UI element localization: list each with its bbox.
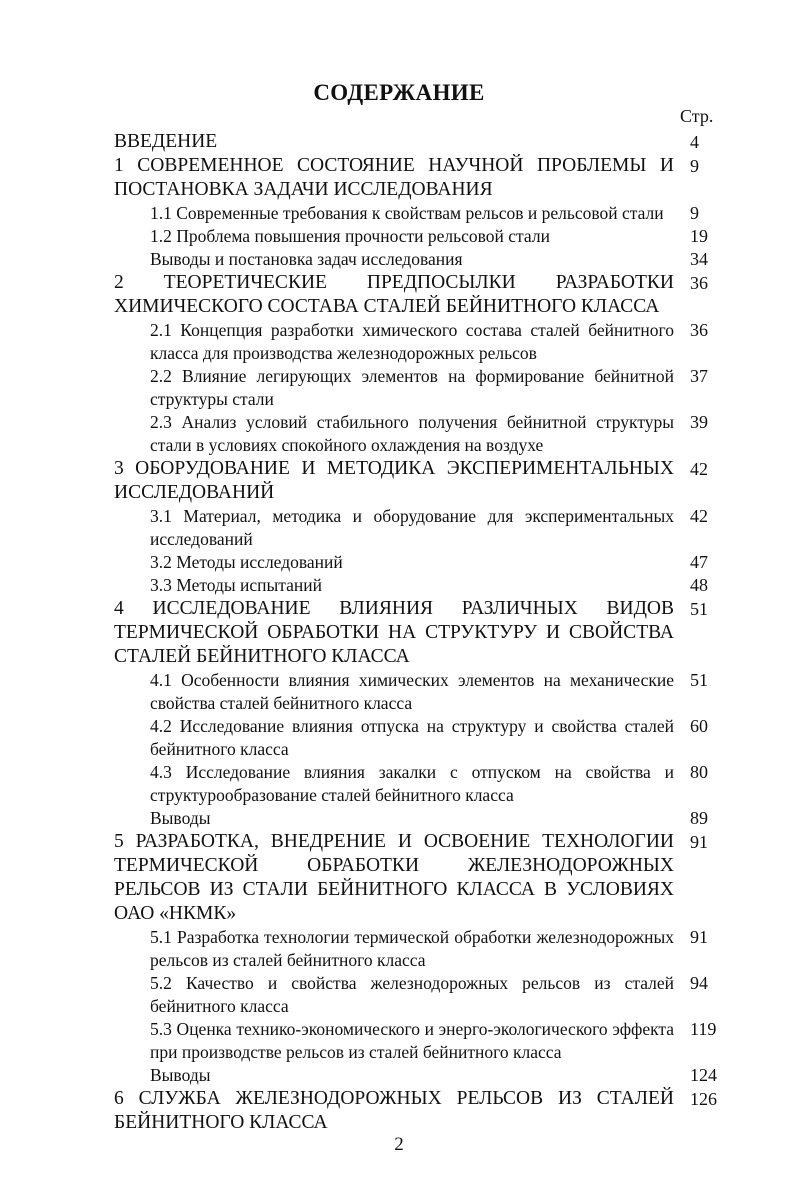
toc-entry-page: 4	[690, 132, 699, 152]
toc-entry-section-2-1[interactable]	[0, 319, 798, 365]
toc-entry-page: 91	[690, 927, 708, 947]
toc-entry-page: 60	[690, 716, 708, 736]
toc-entry-text: Выводы и постановка задач исследования	[150, 249, 463, 269]
toc-entry-section-4-1[interactable]	[0, 669, 798, 715]
toc-entry-page: 9	[690, 203, 699, 223]
toc-entry-chapter-3[interactable]	[0, 457, 798, 505]
toc-entry-section-1-2[interactable]	[0, 225, 798, 248]
toc-entry-section-5-2[interactable]	[0, 972, 798, 1018]
toc-entry-section-4-2[interactable]	[0, 715, 798, 761]
toc-entry-chapter-5[interactable]	[0, 830, 798, 926]
toc-entry-text: 1.2 Проблема повышения прочности рельсовой стали	[150, 226, 550, 246]
toc-entry-page: 36	[690, 273, 708, 293]
toc-entry-page: 42	[690, 459, 708, 479]
toc-entry-text: 5.3 Оценка технико-экономического и энерго-экологического эффекта при производстве рельсов из сталей бейнитного класса	[150, 1019, 674, 1062]
toc-entry-conclusions-4[interactable]	[0, 807, 798, 830]
toc-entry-page: 119	[690, 1019, 717, 1039]
toc-entry-page: 42	[690, 506, 708, 526]
toc-entry-text: 5.2 Качество и свойства железнодорожных рельсов из сталей бейнитного класса	[150, 973, 674, 1016]
table-of-contents	[0, 130, 798, 1135]
toc-entry-text: 1 СОВРЕМЕННОЕ СОСТОЯНИЕ НАУЧНОЙ ПРОБЛЕМЫ И ПОСТАНОВКА ЗАДАЧИ ИССЛЕДОВАНИЯ	[114, 155, 674, 200]
toc-entry-text: 4.3 Исследование влияния закалки с отпуском на свойства и структурообразование сталей бейнитного класса	[150, 762, 674, 805]
toc-entry-page: 36	[690, 320, 708, 340]
toc-entry-text: 3.2 Методы исследований	[150, 552, 343, 572]
toc-entry-page: 94	[690, 973, 708, 993]
toc-entry-page: 51	[690, 670, 708, 690]
toc-entry-text: ВВЕДЕНИЕ	[114, 131, 218, 152]
toc-entry-chapter-1[interactable]	[0, 154, 798, 202]
toc-entry-text: 2 ТЕОРЕТИЧЕСКИЕ ПРЕДПОСЫЛКИ РАЗРАБОТКИ ХИМИЧЕСКОГО СОСТАВА СТАЛЕЙ БЕЙНИТНОГО КЛАССА	[114, 272, 674, 317]
toc-entry-text: 3.3 Методы испытаний	[150, 575, 323, 595]
toc-entry-text: Выводы	[150, 808, 211, 828]
toc-entry-page: 39	[690, 412, 708, 432]
toc-entry-text: 3.1 Материал, методика и оборудование для экспериментальных исследований	[150, 506, 674, 549]
toc-entry-text: 2.2 Влияние легирующих элементов на формирование бейнитной структуры стали	[150, 366, 674, 409]
toc-entry-section-3-3[interactable]	[0, 574, 798, 597]
toc-entry-page: 19	[690, 226, 708, 246]
toc-entry-text: 4.1 Особенности влияния химических элементов на механические свойства сталей бейнитного класса	[150, 670, 674, 713]
toc-entry-section-2-2[interactable]	[0, 365, 798, 411]
toc-entry-page: 124	[690, 1065, 717, 1085]
toc-entry-page: 47	[690, 552, 708, 572]
toc-entry-chapter-4[interactable]	[0, 597, 798, 669]
toc-entry-page: 51	[690, 599, 708, 619]
toc-entry-intro[interactable]	[0, 130, 798, 154]
toc-entry-page: 80	[690, 762, 708, 782]
toc-entry-text: 4 ИССЛЕДОВАНИЕ ВЛИЯНИЯ РАЗЛИЧНЫХ ВИДОВ ТЕРМИЧЕСКОЙ ОБРАБОТКИ НА СТРУКТУРУ И СВОЙСТВА СТАЛЕЙ БЕЙНИТНОГО КЛАССА	[114, 598, 674, 667]
toc-entry-page: 48	[690, 575, 708, 595]
toc-entry-section-5-3[interactable]	[0, 1018, 798, 1064]
toc-entry-text: 1.1 Современные требования к свойствам рельсов и рельсовой стали	[150, 203, 664, 223]
toc-entry-section-2-3[interactable]	[0, 411, 798, 457]
toc-entry-text: 2.3 Анализ условий стабильного получения бейнитной структуры стали в условиях спокойного охлаждения на воздухе	[150, 412, 674, 455]
page-column-header: Стр.	[680, 106, 714, 126]
toc-entry-conclusions-5[interactable]	[0, 1064, 798, 1087]
toc-entry-section-3-1[interactable]	[0, 505, 798, 551]
toc-entry-page: 126	[690, 1089, 717, 1109]
toc-entry-text: 2.1 Концепция разработки химического состава сталей бейнитного класса для производства железнодорожных рельсов	[150, 320, 674, 363]
toc-entry-page: 9	[690, 156, 699, 176]
page-title: СОДЕРЖАНИЕ	[313, 80, 485, 105]
toc-entry-chapter-6[interactable]	[0, 1087, 798, 1135]
toc-entry-page: 91	[690, 832, 708, 852]
toc-entry-section-4-3[interactable]	[0, 761, 798, 807]
toc-entry-page: 34	[690, 249, 708, 269]
toc-entry-text: 3 ОБОРУДОВАНИЕ И МЕТОДИКА ЭКСПЕРИМЕНТАЛЬНЫХ ИССЛЕДОВАНИЙ	[114, 458, 674, 503]
toc-entry-section-3-2[interactable]	[0, 551, 798, 574]
toc-entry-text: 4.2 Исследование влияния отпуска на структуру и свойства сталей бейнитного класса	[150, 716, 674, 759]
toc-entry-text: Выводы	[150, 1065, 211, 1085]
toc-entry-section-5-1[interactable]	[0, 926, 798, 972]
toc-entry-text: 5 РАЗРАБОТКА, ВНЕДРЕНИЕ И ОСВОЕНИЕ ТЕХНОЛОГИИ ТЕРМИЧЕСКОЙ ОБРАБОТКИ ЖЕЛЕЗНОДОРОЖНЫХ РЕЛЬСОВ ИЗ СТАЛИ БЕЙНИТНОГО КЛАССА В УСЛОВИЯХ ОАО «НКМК»	[114, 831, 674, 924]
toc-entry-text: 6 СЛУЖБА ЖЕЛЕЗНОДОРОЖНЫХ РЕЛЬСОВ ИЗ СТАЛЕЙ БЕЙНИТНОГО КЛАССА	[114, 1088, 674, 1133]
page-number: 2	[394, 1134, 404, 1155]
toc-entry-text: 5.1 Разработка технологии термической обработки железнодорожных рельсов из сталей бейнитного класса	[150, 927, 674, 970]
toc-entry-conclusions-1[interactable]	[0, 248, 798, 271]
toc-entry-section-1-1[interactable]	[0, 202, 798, 225]
toc-entry-page: 37	[690, 366, 708, 386]
toc-entry-chapter-2[interactable]	[0, 271, 798, 319]
toc-entry-page: 89	[690, 808, 708, 828]
